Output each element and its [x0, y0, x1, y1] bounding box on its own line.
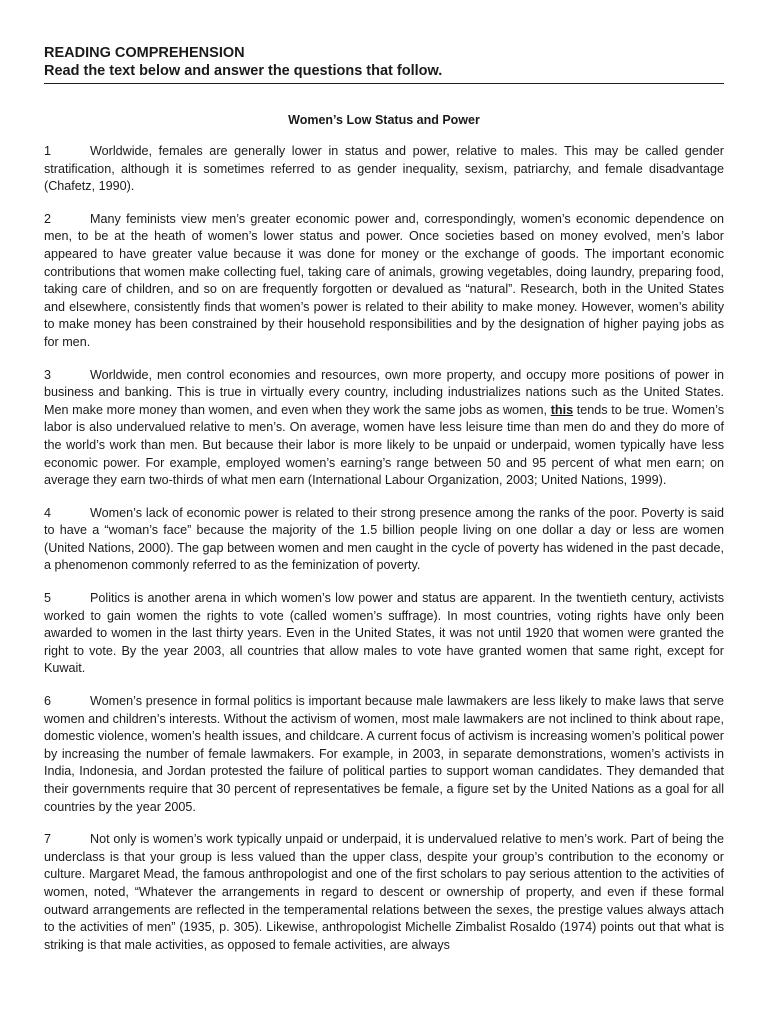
- paragraph-number: 6: [44, 694, 52, 709]
- article-title: Women’s Low Status and Power: [288, 113, 480, 127]
- document-page: [44, 44, 724, 981]
- paragraph-number: 3: [44, 367, 52, 382]
- worksheet-instruction: Read the text below and answer the questions that follow.: [44, 63, 443, 79]
- paragraph-text-after: tends to be true. Women’s labor is also undervalued relative to men’s. On average, women have less leisure time than men do and they do more of the world’s work than men. But because their labor is more likely to be unpaid or underpaid, women typically have less economic power. For example, employed women’s earning’s range between 50 and 95 percent of what men earn; on average they earn two-thirds of what men earn (International Labour Organization, 2003; United Nations, 1999).: [44, 402, 724, 488]
- paragraph-number: 5: [44, 591, 52, 606]
- emphasized-word-this: this: [550, 402, 574, 417]
- paragraph-text: Worldwide, females are generally lower in status and power, relative to males. This may be called gender stratification, although it is sometimes referred to as gender inequality, sexism, patriarchy, and female disadvantage (Chafetz, 1990).: [44, 144, 724, 194]
- paragraph-6: [44, 693, 724, 816]
- paragraph-7: [44, 831, 724, 954]
- paragraph-text: Women’s lack of economic power is related to their strong presence among the ranks of the poor. Poverty is said to have a “woman’s face” because the majority of the 1.5 billion people living on one dollar a day or less are women (United Nations, 2000). The gap between women and men caught in the cycle of poverty has widened in the past decade, a phenomenon commonly referred to as the feminization of poverty.: [44, 505, 724, 573]
- paragraph-1: [44, 143, 724, 196]
- paragraph-number: 1: [44, 144, 52, 158]
- worksheet-title: READING COMPREHENSION: [44, 45, 245, 61]
- paragraph-number: 2: [44, 211, 52, 226]
- paragraph-number: 4: [44, 505, 52, 520]
- paragraph-text: Not only is women’s work typically unpaid or underpaid, it is undervalued relative to men’s work. Part of being the underclass is that your group is less valued than the upper class, despite your group’s contribution to the economy or culture. Margaret Mead, the famous anthropologist and one of the first scholars to pay serious attention to the activities of women, noted, “Whatever the arrangements in regard to descent or ownership of property, and even if these formal outward arrangements are reflected in the temperamental relations between the sexes, the prestige values always attach to the activities of men” (1935, p. 305). Likewise, anthropologist Michelle Zimbalist Rosaldo (1974) points out that what is striking is that male activities, as opposed to female activities, are always: [44, 832, 724, 952]
- header-divider: [44, 83, 724, 84]
- worksheet-header: [44, 44, 724, 84]
- paragraph-4: [44, 505, 724, 575]
- paragraph-text-before: Worldwide, men control economies and resources, own more property, and occupy more positions of power in business and banking. This is true in virtually every country, including industrializes nations such as the United States. Men make more money than women, and even when they work the same jobs as women,: [44, 367, 724, 417]
- paragraph-5: [44, 590, 724, 678]
- paragraph-text: Politics is another arena in which women’s low power and status are apparent. In the twentieth century, activists worked to gain women the rights to vote (called women’s suffrage). In most countries, voting rights have only been awarded to women in the last thirty years. Even in the United States, it was not until 1920 that women were granted the right to vote. By the year 2003, all countries that allow males to vote have granted women that same right, except for Kuwait.: [44, 591, 724, 676]
- paragraph-number: 7: [44, 832, 52, 847]
- paragraph-3: [44, 367, 724, 490]
- paragraph-text: Many feminists view men’s greater economic power and, correspondingly, women’s economic dependence on men, to be at the heath of women’s lower status and power. Once societies based on money evolved, men’s labor appeared to have greater value because it was done for money or the exchange of goods. The important economic contributions that women make collecting fuel, taking care of animals, growing vegetables, doing laundry, preparing food, taking care of children, and so on are frequently forgotten or devalued as “natural”. Research, both in the United States and elsewhere, consistently finds that women’s power is related to their ability to make money. However, women’s ability to make money has been constrained by their household responsibilities and by the designation of higher paying jobs as for men.: [44, 211, 724, 349]
- paragraph-2: [44, 211, 724, 352]
- paragraph-text: Women’s presence in formal politics is important because male lawmakers are less likely to make laws that serve women and children’s interests. Without the activism of women, most male lawmakers are not inclined to think about rape, domestic violence, women’s health issues, and childcare. A current focus of activism is increasing women’s political power by increasing the number of female lawmakers. For example, in 2003, in separate demonstrations, women’s activists in India, Indonesia, and Jordan protested the failure of political parties to support woman candidates. They demanded that their governments require that 30 percent of representatives be female, a figure set by the United Nations as a goal for all countries by the year 2005.: [44, 694, 724, 814]
